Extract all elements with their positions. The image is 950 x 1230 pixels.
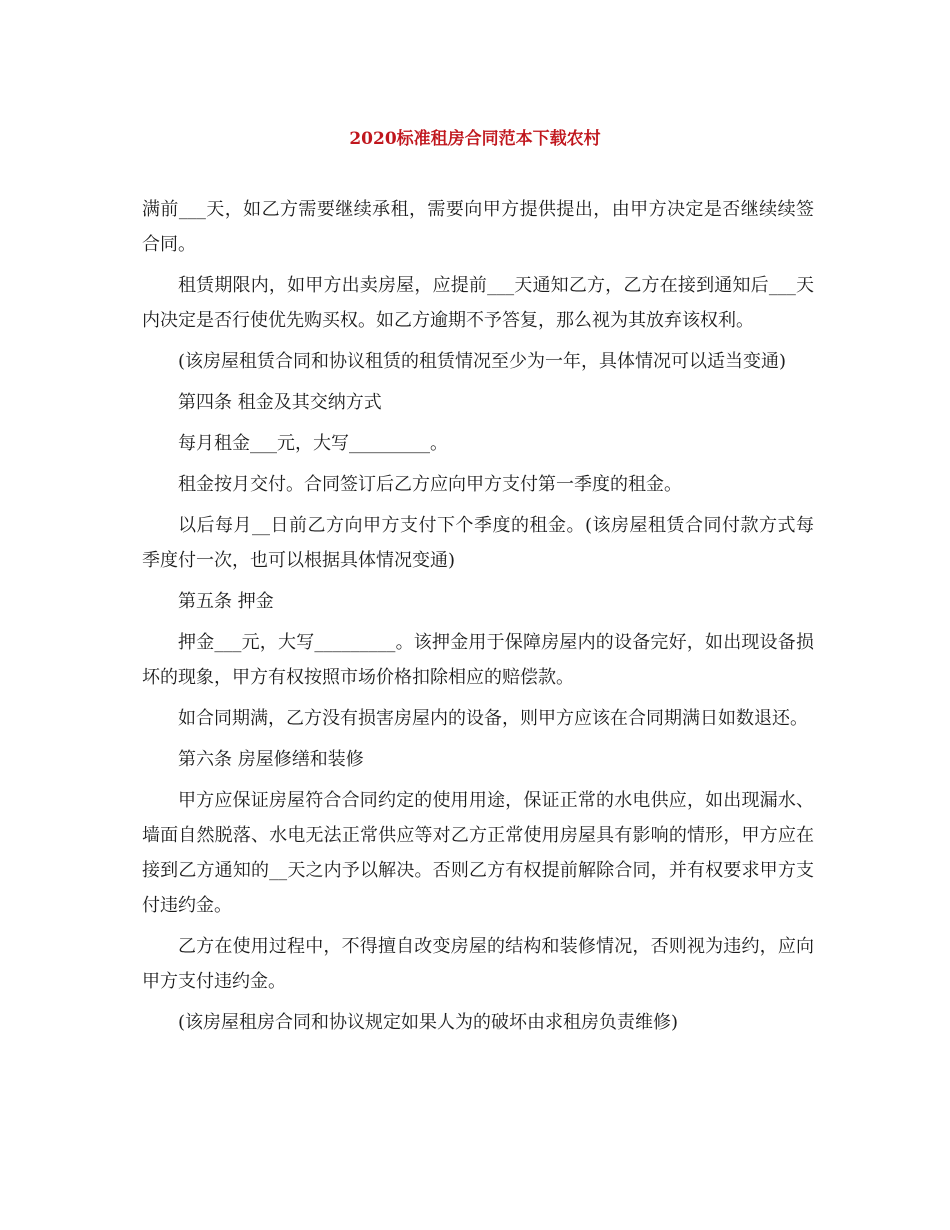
document-body: [142, 192, 814, 1046]
section-heading-article-6: 第六条 房屋修缮和装修: [178, 749, 364, 770]
paragraph-rent-payment: 租金按月交付。合同签订后乙方应向甲方支付第一季度的租金。: [178, 474, 682, 495]
paragraph-landlord-repair: 甲方应保证房屋符合合同约定的使用用途，保证正常的水电供应，如出现漏水、墙面自然脱落、水电无法正常供应等对乙方正常使用房屋具有影响的情形，甲方应在接到乙方通知的__天之内予以解决。否则乙方有权提前解除合同，并有权要求甲方支付违约金。: [142, 790, 814, 916]
paragraph-renewal-notice: 满前___天，如乙方需要继续承租，需要向甲方提供提出，由甲方决定是否继续续签合同。: [142, 199, 814, 255]
section-heading-article-4: 第四条 租金及其交纳方式: [178, 392, 382, 413]
paragraph-lease-term-note: (该房屋租赁合同和协议租赁的租赁情况至少为一年，具体情况可以适当变通): [178, 351, 787, 372]
paragraph-quarterly-payment: 以后每月__日前乙方向甲方支付下个季度的租金。(该房屋租赁合同付款方式每季度付一次，也可以根据具体情况变通): [142, 515, 814, 571]
paragraph-preemptive-right: 租赁期限内，如甲方出卖房屋，应提前___天通知乙方，乙方在接到通知后___天内决定是否行使优先购买权。如乙方逾期不予答复，那么视为其放弃该权利。: [142, 275, 814, 331]
paragraph-deposit-refund: 如合同期满，乙方没有损害房屋内的设备，则甲方应该在合同期满日如数退还。: [178, 708, 808, 729]
paragraph-deposit: 押金___元，大写_________。该押金用于保障房屋内的设备完好，如出现设备损坏的现象，甲方有权按照市场价格扣除相应的赔偿款。: [142, 632, 814, 688]
paragraph-damage-note: (该房屋租房合同和协议规定如果人为的破坏由求租房负责维修): [178, 1012, 679, 1033]
document-title: 2020标准租房合同范本下载农村: [349, 129, 601, 149]
paragraph-tenant-alteration: 乙方在使用过程中，不得擅自改变房屋的结构和装修情况，否则视为违约，应向甲方支付违约金。: [142, 936, 814, 992]
paragraph-monthly-rent: 每月租金___元，大写_________。: [178, 433, 448, 454]
section-heading-article-5: 第五条 押金: [178, 591, 274, 612]
